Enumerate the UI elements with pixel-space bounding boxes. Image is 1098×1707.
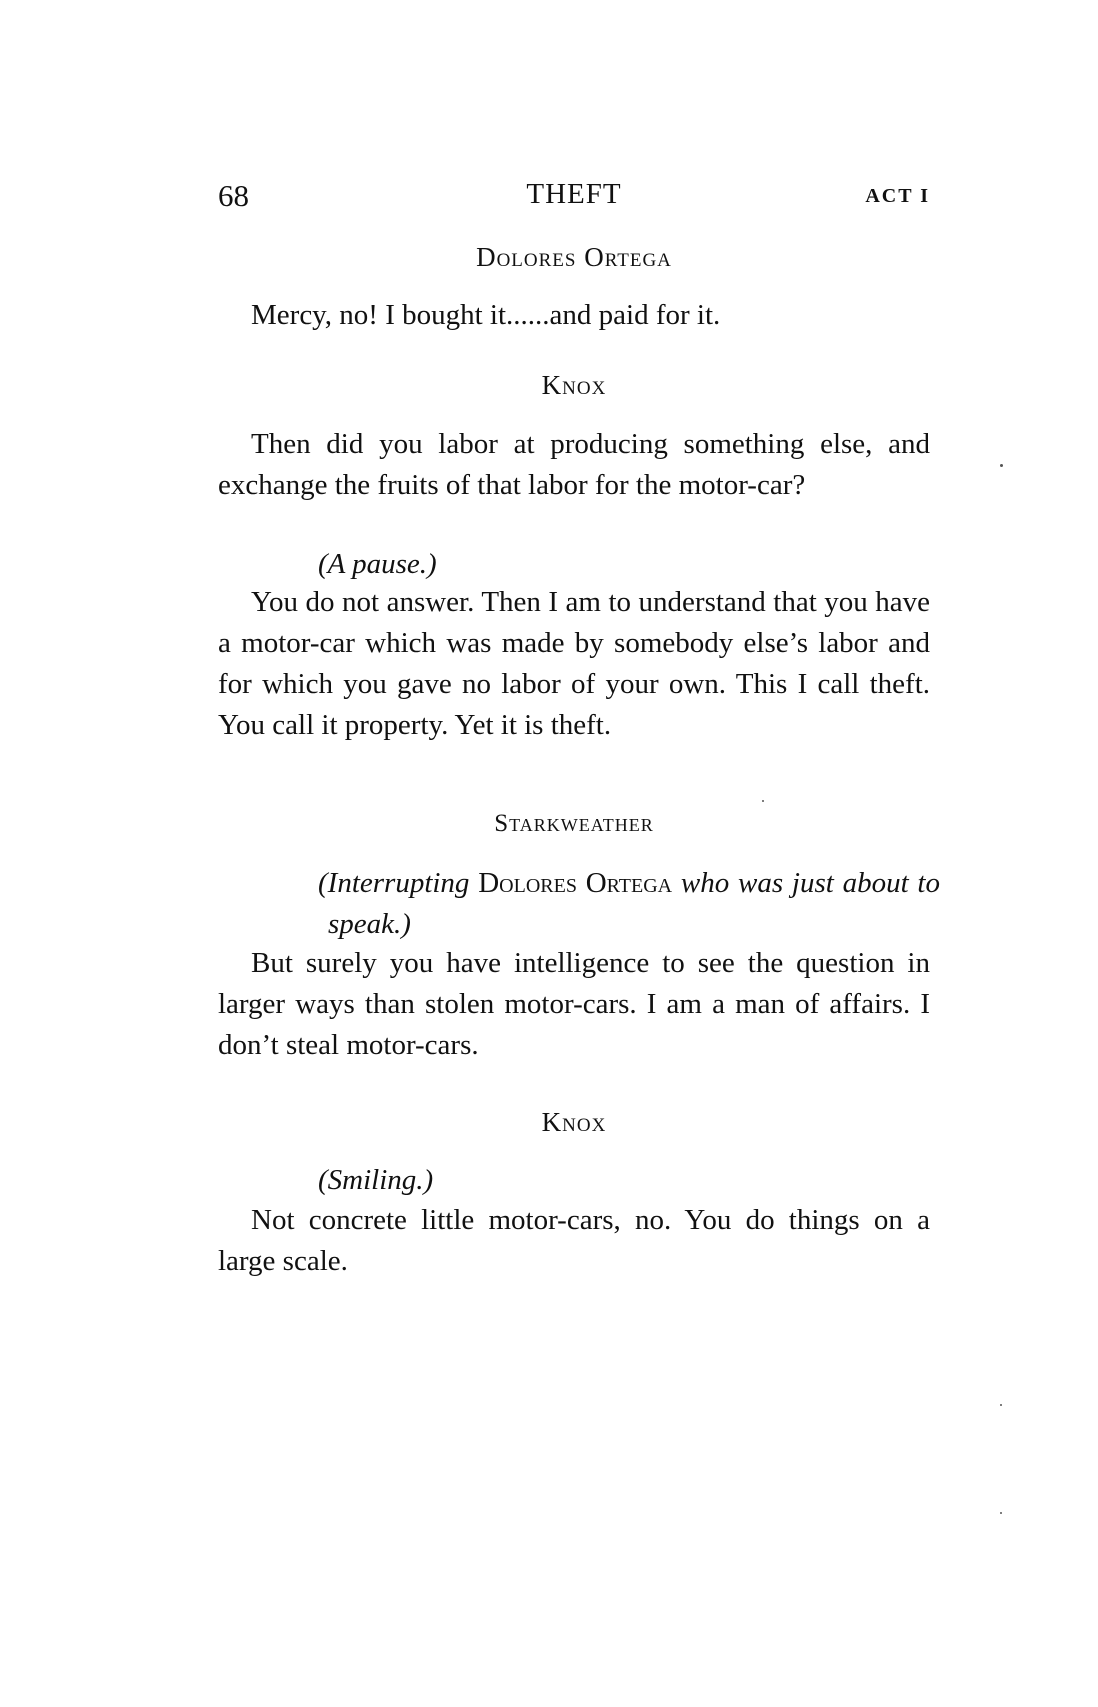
print-speck (1000, 1512, 1002, 1514)
print-speck (1000, 464, 1003, 467)
speaker-starkweather: Starkweather (494, 810, 654, 837)
dialogue-knox-1: Then did you labor at producing something else, and exchange the fruits of that labor for the motor-car? (218, 428, 930, 501)
stage-direction-interrupting (318, 863, 940, 945)
running-title: THEFT (526, 178, 622, 210)
dialogue-dolores: Mercy, no! I bought it......and paid for it. (251, 299, 721, 331)
act-label: ACT I (865, 185, 930, 207)
print-speck (762, 800, 764, 802)
speaker-knox-2: Knox (541, 1107, 607, 1137)
dialogue-knox-1b: You do not answer. Then I am to understand that you have a motor-car which was made by somebody else’s labor and for which you gave no labor of your own. This I call theft. You call it property. Yet it is theft. (218, 586, 930, 741)
print-speck (1000, 1404, 1002, 1406)
stage-direction-pause: (A pause.) (318, 548, 437, 580)
stage-close: who was just about to speak.) (328, 867, 940, 940)
dialogue-knox-2: Not concrete little motor-cars, no. You do things on a large scale. (218, 1204, 930, 1277)
speaker-knox-1: Knox (541, 370, 607, 400)
stage-direction-smiling: (Smiling.) (318, 1164, 434, 1196)
speaker-dolores-ortega: Dolores Ortega (476, 242, 672, 272)
stage-character-name: Dolores Ortega (478, 867, 673, 899)
dialogue-starkweather: But surely you have intelligence to see the question in larger ways than stolen motor-cars. I am a man of affairs. I don’t steal motor-cars. (218, 947, 930, 1061)
stage-open: (Interrupting (318, 867, 479, 899)
page-number: 68 (218, 178, 249, 213)
running-header (218, 178, 930, 222)
